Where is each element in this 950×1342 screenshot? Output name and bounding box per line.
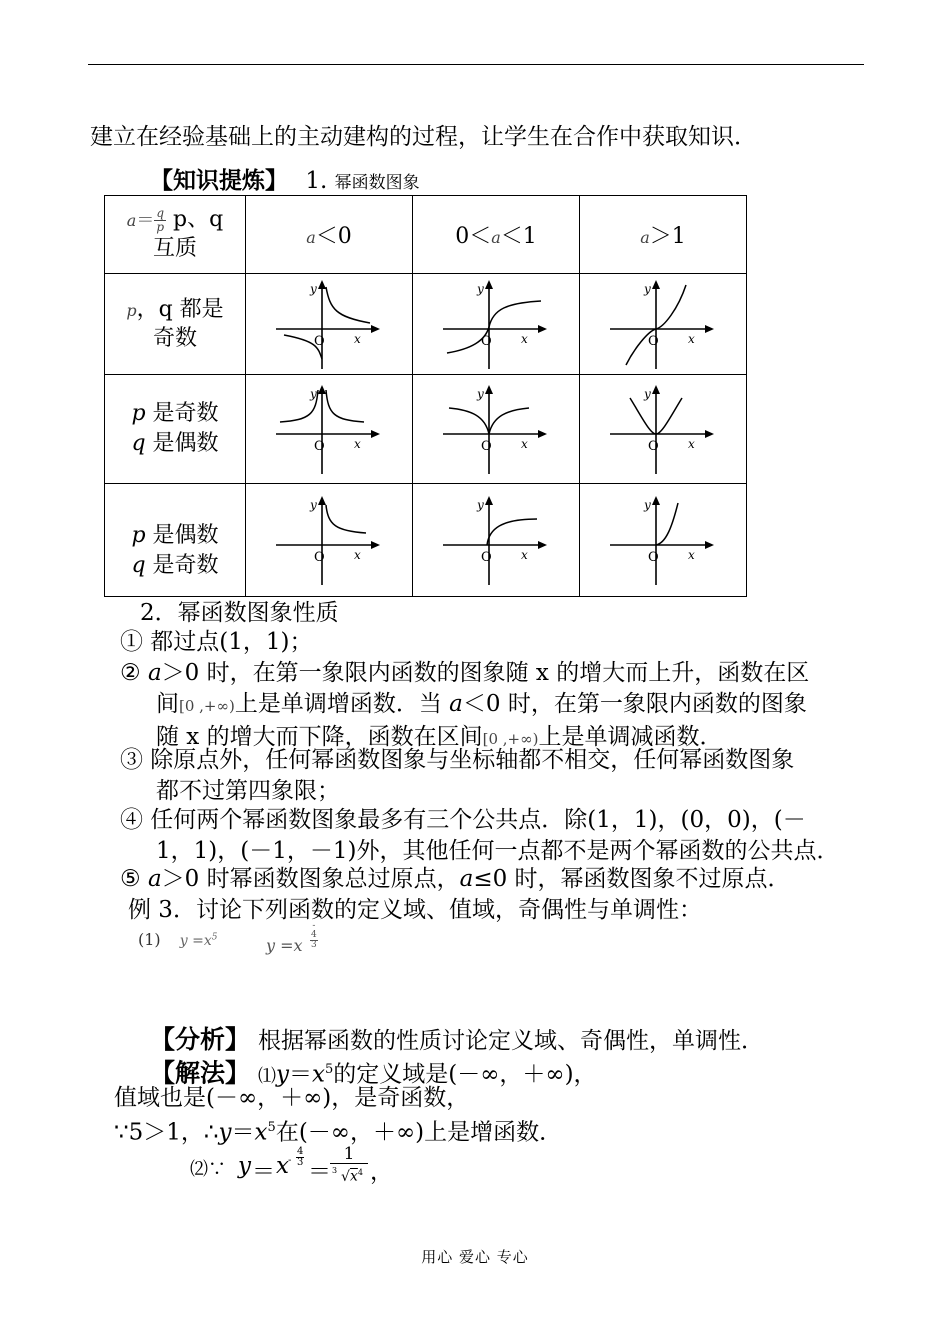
origin-label: O xyxy=(648,334,659,349)
power-graph-even-big xyxy=(608,384,718,474)
graph-cell-2-3 xyxy=(580,375,747,484)
y-axis-arrow xyxy=(652,496,660,505)
y-axis-label: y xyxy=(477,498,484,512)
power-graph-odd-big xyxy=(608,279,718,369)
origin-label: O xyxy=(648,439,659,454)
origin-label: O xyxy=(314,550,325,565)
section-sub-title: 幂函数图象 xyxy=(334,173,420,193)
x-axis-label: x xyxy=(354,332,361,346)
table-row-odd-odd xyxy=(105,274,747,375)
x-axis-arrow xyxy=(371,325,380,333)
graph-cell-3-1 xyxy=(246,484,413,597)
analysis-line xyxy=(150,1025,764,1056)
solution-label: 【解法】 xyxy=(150,1058,251,1088)
solution-line-4: ⑵∵ y ＝ x - 4 3 ＝ 1 3 $√x^4$ ， xyxy=(190,1144,393,1185)
property-4: ④ 任何两个幂函数图象最多有三个公共点．除(1，1)，(0，0)，(－ 1，1)，(－1，－1)外，其他任何一点都不是两个幂函数的公共点． xyxy=(120,807,840,864)
x-axis-arrow xyxy=(371,541,380,549)
x-axis-arrow xyxy=(705,541,714,549)
power-graph-odd-neg xyxy=(274,279,384,369)
graph-cell-2-1 xyxy=(246,375,413,484)
curve-branch xyxy=(656,503,678,545)
y-axis-label: y xyxy=(644,282,651,296)
section-sub-num: 1. xyxy=(305,168,328,194)
header-alpha-greater: a＞1 xyxy=(580,196,747,274)
example-label: (1) xyxy=(138,930,161,949)
property-5: ⑤ a＞0 时幂函数图象总过原点，a≤0 时，幂函数图象不过原点． xyxy=(120,866,791,892)
curve-right xyxy=(656,398,682,434)
property-2: ② a＞0 时，在第一象限内函数的图象随 x 的增大而上升，函数在区 间[0 ,+∞)上是单调增函数．当 a＜0 时，在第一象限内函数的图象 随 x 的增大而下降，函数在区间[0 ,+∞)上是单调减函数． xyxy=(120,660,810,750)
x-axis-arrow xyxy=(371,430,380,438)
origin-label: O xyxy=(481,334,492,349)
y-axis-label: y xyxy=(644,387,651,401)
curve-right xyxy=(326,390,364,422)
interval-0-inf-2: [0 ,+∞) xyxy=(482,730,539,748)
property-1: ① 都过点(1，1)； xyxy=(120,629,313,655)
power-graph-half-frac xyxy=(441,495,551,585)
reciprocal-root-fraction: 1 3 $√x^4$ xyxy=(330,1145,368,1186)
table-header-row xyxy=(105,196,747,274)
curve-left xyxy=(449,408,489,434)
curve-left xyxy=(630,398,656,434)
curve-q1 xyxy=(326,287,370,323)
origin-label: O xyxy=(648,550,659,565)
x-axis-label: x xyxy=(521,548,528,562)
coprime-label: 互质 xyxy=(152,236,197,261)
example-3: 例 3．讨论下列函数的定义域、值域，奇偶性与单调性： xyxy=(128,897,702,923)
table-row-even-odd xyxy=(105,484,747,597)
x-axis-arrow xyxy=(538,325,547,333)
solution-line-1: 【解法】 $⑴y=x^5$的定义域是(－∞，＋∞)， xyxy=(150,1058,597,1088)
curve-branch xyxy=(326,505,366,533)
y-axis-label: y xyxy=(310,387,317,401)
x-axis-label: x xyxy=(354,548,361,562)
function-2: y =x - $\frac{4}{3}$ xyxy=(266,921,317,955)
header-condition-cell: a＝ $\frac{q}{p}$ p、q 互质 xyxy=(105,196,246,274)
analysis-label: 【分析】 xyxy=(150,1025,251,1054)
y-axis-label: y xyxy=(310,498,317,512)
x-axis-arrow xyxy=(538,541,547,549)
row-label-even-odd: p 是偶数 q 是奇数 xyxy=(105,484,246,597)
solution-line-2: 值域也是(－∞，＋∞)，是奇函数， xyxy=(114,1085,470,1111)
header-rule xyxy=(88,64,864,65)
section-title: 【知识提炼】 xyxy=(150,167,288,194)
power-graph-odd-frac xyxy=(441,279,551,369)
y-axis-label: y xyxy=(644,498,651,512)
x-axis-arrow xyxy=(705,430,714,438)
origin-label: O xyxy=(481,550,492,565)
analysis-text: 根据幂函数的性质讨论定义域、奇偶性，单调性． xyxy=(258,1028,765,1054)
power-function-table xyxy=(104,195,747,597)
x-axis-label: x xyxy=(688,548,695,562)
exponent-minus-4-3: - $\frac{4}{3}$ xyxy=(311,921,317,950)
graph-cell-3-2 xyxy=(413,484,580,597)
y-axis-arrow xyxy=(485,496,493,505)
curve-right xyxy=(489,408,529,434)
props-title: 2．幂函数图象性质 xyxy=(140,600,339,626)
section-heading xyxy=(150,166,420,198)
y-axis-arrow xyxy=(652,280,660,289)
y-axis-arrow xyxy=(652,385,660,394)
interval-0-inf: [0 ,+∞) xyxy=(179,697,235,715)
y-axis-arrow xyxy=(485,280,493,289)
page-footer: 用心 爱心 专心 xyxy=(421,1248,529,1266)
y-axis-arrow xyxy=(318,280,326,289)
power-graph-even-neg xyxy=(274,384,384,474)
row-label-odd-even: p 是奇数 q 是偶数 xyxy=(105,375,246,484)
x-axis-label: x xyxy=(688,437,695,451)
q-over-p-fraction: $\frac{q}{p}$ xyxy=(156,205,165,234)
example-functions xyxy=(138,930,218,949)
x-axis-arrow xyxy=(705,325,714,333)
curve-branch xyxy=(487,519,537,545)
table-row-odd-even xyxy=(105,375,747,484)
origin-label: O xyxy=(314,439,325,454)
y-axis-label: y xyxy=(310,282,317,296)
power-graph-half-big xyxy=(608,495,718,585)
origin-label: O xyxy=(481,439,492,454)
power-graph-half-neg xyxy=(274,495,384,585)
graph-cell-3-3 xyxy=(580,484,747,597)
graph-cell-1-2 xyxy=(413,274,580,375)
graph-cell-1-3 xyxy=(580,274,747,375)
y-axis-label: y xyxy=(477,282,484,296)
y-axis-arrow xyxy=(485,385,493,394)
header-alpha-between: 0＜a＜1 xyxy=(413,196,580,274)
solution-line-3: ∵5＞1，$\therefore y=x^5$在(－∞，＋∞)上是增函数． xyxy=(114,1119,563,1146)
x-axis-label: x xyxy=(354,437,361,451)
y-axis-arrow xyxy=(318,496,326,505)
alpha-symbol: a xyxy=(126,211,137,230)
x-axis-label: x xyxy=(688,332,695,346)
y-axis-arrow xyxy=(318,385,326,394)
function-1: $y =x^5$ xyxy=(179,932,218,949)
intro-line: 建立在经验基础上的主动建构的过程，让学生在合作中获取知识． xyxy=(90,124,757,150)
property-3: ③ 除原点外，任何幂函数图象与坐标轴都不相交，任何幂函数图象 都不过第四象限； xyxy=(120,747,795,804)
x-axis-arrow xyxy=(538,430,547,438)
x-axis-label: x xyxy=(521,332,528,346)
x-axis-label: x xyxy=(521,437,528,451)
power-graph-even-frac xyxy=(441,384,551,474)
y-axis-label: y xyxy=(477,387,484,401)
header-alpha-negative: a＜0 xyxy=(246,196,413,274)
graph-cell-2-2 xyxy=(413,375,580,484)
row-label-odd-odd: p，q 都是 奇数 xyxy=(105,274,246,375)
exponent-fraction: 4 3 xyxy=(297,1146,304,1168)
origin-label: O xyxy=(314,334,325,349)
graph-cell-1-1 xyxy=(246,274,413,375)
